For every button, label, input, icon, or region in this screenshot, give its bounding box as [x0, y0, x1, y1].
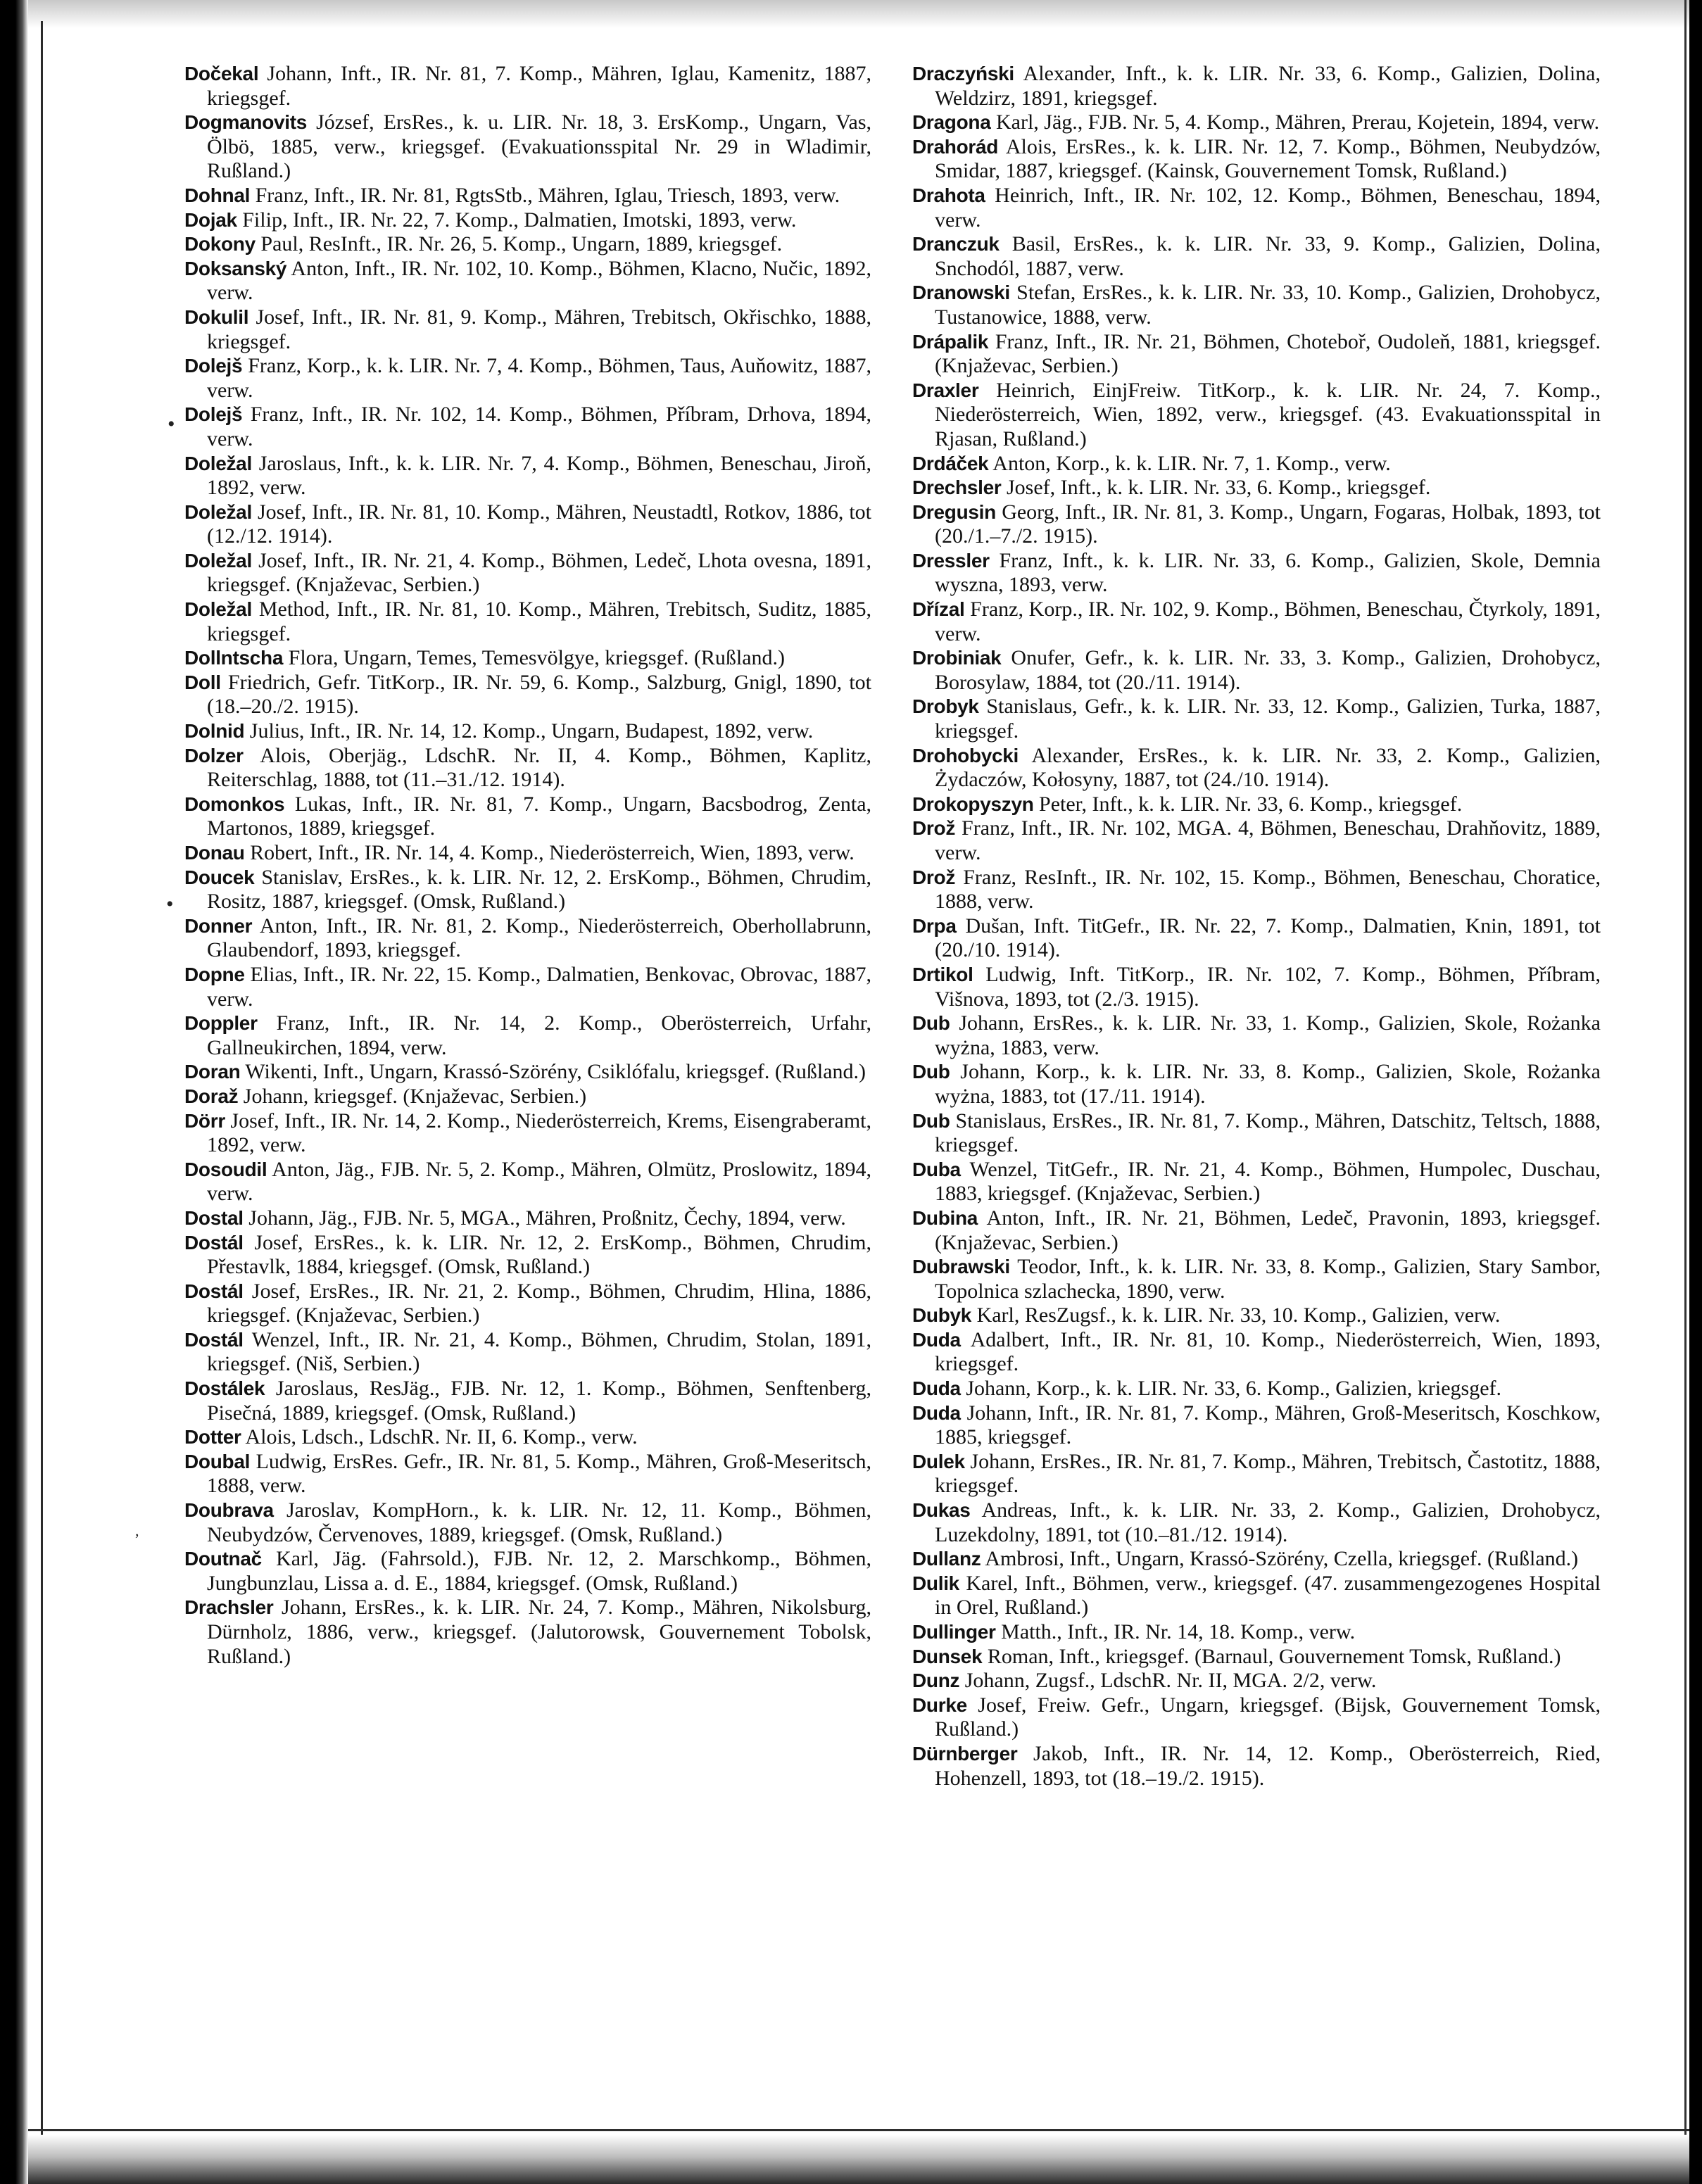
entry-details: Jaroslaus, ResJäg., FJB. Nr. 12, 1. Komp., Böhmen, Senftenberg, Pisečná, 1889, kriegsgef. (Omsk, Rußland.): [207, 1377, 871, 1425]
list-entry: [184, 500, 871, 549]
entry-details: Franz, Inft., IR. Nr. 102, MGA. 4, Böhmen, Beneschau, Drahňovitz, 1889, verw.: [935, 816, 1601, 864]
entry-surname: Drož: [912, 866, 956, 888]
list-entry: [912, 963, 1601, 1011]
entry-details: Robert, Inft., IR. Nr. 14, 4. Komp., Niederösterreich, Wien, 1893, verw.: [250, 841, 855, 864]
list-entry: [912, 744, 1601, 793]
entry-details: Alexander, ErsRes., k. k. LIR. Nr. 33, 2. Komp., Galizien, Żydaczów, Kołosyny, 1887, tot (24./10. 1914).: [935, 743, 1601, 792]
entry-details: Alexander, Inft., k. k. LIR. Nr. 33, 6. Komp., Galizien, Dolina, Weldzirz, 1891, kriegsgef.: [935, 62, 1601, 110]
list-entry: [912, 1645, 1601, 1669]
entry-surname: Dunz: [912, 1669, 960, 1692]
entry-surname: Dolzer: [184, 744, 244, 766]
entry-details: Adalbert, Inft., IR. Nr. 81, 10. Komp., Niederösterreich, Wien, 1893, kriegsgef.: [935, 1327, 1601, 1376]
entry-details: Josef, Freiw. Gefr., Ungarn, kriegsgef. (Bijsk, Gouvernement Tomsk, Rußland.): [935, 1693, 1601, 1741]
margin-comma-mark: ,: [135, 1522, 139, 1539]
entry-surname: Draczyński: [912, 63, 1014, 84]
page-right-border-line: [1684, 0, 1687, 2184]
list-entry: [184, 1450, 871, 1498]
list-entry: [184, 744, 871, 793]
scan-left-edge: [0, 0, 28, 2184]
entry-details: Anton, Inft., IR. Nr. 21, Böhmen, Ledeč, Pravonin, 1893, kriegsgef. (Knjaževac, Serbien.): [935, 1206, 1601, 1254]
list-entry: [912, 330, 1601, 379]
entry-details: Josef, Inft., IR. Nr. 81, 9. Komp., Mähren, Trebitsch, Okřischko, 1888, kriegsgef.: [207, 305, 871, 353]
entry-details: Johann, ErsRes., k. k. LIR. Nr. 24, 7. Komp., Mähren, Nikolsburg, Dürnholz, 1886, verw., kriegsgef. (Jalutorowsk, Gouvernement Tobolsk, Rußland.): [207, 1596, 872, 1668]
entry-details: Karel, Inft., Böhmen, verw., kriegsgef. (47. zusammengezogenes Hospital in Orel, Rußland.): [935, 1571, 1601, 1620]
list-entry: [912, 816, 1601, 865]
list-entry: [912, 1011, 1601, 1060]
list-entry: [912, 1060, 1601, 1109]
entry-surname: Dullinger: [912, 1621, 996, 1643]
entry-details: Onufer, Gefr., k. k. LIR. Nr. 33, 3. Komp., Galizien, Drohobycz, Borosylaw, 1884, tot (20./11. 1914).: [935, 646, 1601, 694]
entry-details: Johann, Korp., k. k. LIR. Nr. 33, 8. Komp., Galizien, Skole, Rożanka wyżna, 1883, tot (17./11. 1914).: [935, 1060, 1601, 1108]
entry-surname: Dressler: [912, 549, 990, 572]
list-entry: [184, 1425, 871, 1450]
list-entry: [912, 1206, 1601, 1255]
entry-surname: Dub: [912, 1109, 950, 1132]
list-entry: [912, 866, 1601, 914]
list-entry: [184, 1377, 871, 1425]
right-column: [912, 62, 1601, 1791]
list-entry: [184, 184, 871, 208]
entry-surname: Drokopyszyn: [912, 793, 1034, 815]
entry-surname: Doubrava: [184, 1499, 274, 1522]
entry-details: Dušan, Inft. TitGefr., IR. Nr. 22, 7. Komp., Dalmatien, Knin, 1891, tot (20./10. 1914).: [935, 914, 1601, 962]
entry-details: Stanislaus, ErsRes., IR. Nr. 81, 7. Komp., Mähren, Datschitz, Teltsch, 1888, kriegsgef.: [935, 1109, 1601, 1157]
entry-surname: Dub: [912, 1012, 950, 1035]
list-entry: [912, 1109, 1601, 1158]
entry-details: Josef, ErsRes., k. k. LIR. Nr. 12, 2. ErsKomp., Böhmen, Chrudim, Přestavlk, 1884, kriegsgef. (Omsk, Rußland.): [207, 1230, 872, 1279]
list-entry: [184, 1158, 871, 1206]
entry-surname: Drápalik: [912, 330, 989, 353]
margin-dot-mark: •: [166, 892, 174, 916]
entry-details: Anton, Inft., IR. Nr. 102, 10. Komp., Böhmen, Klacno, Nučic, 1892, verw.: [207, 256, 871, 305]
list-entry: [912, 184, 1601, 232]
entry-details: Jaroslaus, Inft., k. k. LIR. Nr. 7, 4. Komp., Böhmen, Beneschau, Jiroň, 1892, verw.: [207, 451, 872, 500]
entry-details: Franz, Inft., IR. Nr. 21, Böhmen, Chotebоř, Oudoleň, 1881, kriegsgef. (Knjaževac, Serbien.): [935, 329, 1601, 378]
list-entry: [184, 549, 871, 598]
list-entry: [184, 354, 871, 403]
entry-details: Wenzel, Inft., IR. Nr. 21, 4. Komp., Böhmen, Chrudim, Stolan, 1891, kriegsgef. (Niš, Serbien.): [207, 1327, 871, 1376]
entry-details: Roman, Inft., kriegsgef. (Barnaul, Gouvernement Tomsk, Rußland.): [987, 1644, 1561, 1668]
list-entry: [184, 1231, 871, 1280]
entry-details: Stefan, ErsRes., k. k. LIR. Nr. 33, 10. Komp., Galizien, Drohobycz, Tustanowice, 1888, verw.: [935, 281, 1601, 329]
entry-surname: Doležal: [184, 452, 252, 474]
entry-surname: Draxler: [912, 379, 979, 401]
entry-surname: Dopne: [184, 963, 245, 985]
entry-details: Josef, Inft., IR. Nr. 14, 2. Komp., Niederösterreich, Krems, Eisengraberamt, 1892, verw.: [207, 1109, 872, 1157]
list-entry: [184, 866, 871, 914]
entry-details: Heinrich, Inft., IR. Nr. 102, 12. Komp., Böhmen, Beneschau, 1894, verw.: [935, 183, 1601, 232]
entry-details: József, ErsRes., k. u. LIR. Nr. 18, 3. ErsKomp., Ungarn, Vas, Ölbö, 1885, verw., kriegsgef. (Evakuationsspital Nr. 29 in Wladimir, Rußland.): [207, 111, 871, 183]
entry-details: Johann, Jäg., FJB. Nr. 5, MGA., Mähren, Proßnitz, Čechy, 1894, verw.: [248, 1206, 846, 1230]
list-entry: [912, 1401, 1601, 1450]
entry-surname: Dregusin: [912, 500, 996, 523]
list-entry: [184, 305, 871, 354]
list-entry: [184, 257, 871, 305]
entry-details: Franz, Korp., IR. Nr. 102, 9. Komp., Böhmen, Beneschau, Čtyrkoly, 1891, verw.: [935, 598, 1601, 645]
entry-surname: Doksanský: [184, 257, 287, 279]
list-entry: [184, 232, 871, 257]
list-entry: [912, 695, 1601, 743]
list-entry: [912, 646, 1601, 695]
list-entry: [184, 598, 871, 646]
entry-details: Matth., Inft., IR. Nr. 14, 18. Komp., verw.: [1001, 1620, 1356, 1643]
entry-surname: Dřízal: [912, 598, 965, 621]
entry-surname: Dohnal: [184, 184, 251, 206]
entry-details: Franz, Inft., k. k. LIR. Nr. 33, 6. Komp., Galizien, Skole, Demnia wyszna, 1893, verw.: [935, 548, 1601, 597]
entry-surname: Domonkos: [184, 793, 285, 815]
entry-details: Friedrich, Gefr. TitKorp., IR. Nr. 59, 6. Komp., Salzburg, Gnigl, 1890, tot (18.–20./2. 1915).: [207, 670, 871, 719]
list-entry: [912, 476, 1601, 500]
list-entry: [912, 1328, 1601, 1377]
entry-surname: Dostál: [184, 1280, 244, 1302]
entry-details: Alois, Oberjäg., LdschR. Nr. II, 4. Komp., Böhmen, Kaplitz, Reiterschlag, 1888, tot (11.–31./12. 1914).: [207, 743, 871, 792]
entry-surname: Dostal: [184, 1206, 244, 1229]
entry-surname: Dogmanovits: [184, 111, 308, 134]
list-entry: [184, 111, 871, 184]
entry-details: Johann, ErsRes., k. k. LIR. Nr. 33, 1. Komp., Galizien, Skole, Rożanka wyżna, 1883, verw.: [935, 1011, 1601, 1059]
list-entry: [184, 1328, 871, 1377]
list-entry: [912, 1669, 1601, 1693]
entry-details: Jaroslav, KompHorn., k. k. LIR. Nr. 12, 11. Komp., Böhmen, Neubydzów, Červenoves, 1889, kriegsgef. (Omsk, Rußland.): [207, 1498, 872, 1546]
entry-details: Stanislav, ErsRes., k. k. LIR. Nr. 12, 2. ErsKomp., Böhmen, Chrudim, Rositz, 1887, kriegsgef. (Omsk, Rußland.): [207, 865, 871, 914]
list-entry: [912, 379, 1601, 452]
entry-surname: Dukas: [912, 1499, 971, 1522]
entry-surname: Donau: [184, 842, 245, 864]
scan-right-edge: [1689, 0, 1702, 2184]
entry-details: Filip, Inft., IR. Nr. 22, 7. Komp., Dalmatien, Imotski, 1893, verw.: [242, 208, 797, 232]
entry-details: Franz, Inft., IR. Nr. 102, 14. Komp., Böhmen, Příbram, Drhova, 1894, verw.: [207, 403, 872, 450]
entry-surname: Doran: [184, 1061, 241, 1083]
entry-surname: Drahorád: [912, 135, 999, 158]
entry-surname: Drohobycki: [912, 744, 1019, 766]
entry-surname: Dubrawski: [912, 1256, 1010, 1278]
entry-details: Wikenti, Inft., Ungarn, Krassó-Szörény, Csiklófalu, kriegsgef. (Rußland.): [245, 1060, 866, 1084]
list-entry: [912, 281, 1601, 329]
entry-details: Johann, Inft., IR. Nr. 81, 7. Komp., Mähren, Groß-Meseritsch, Koschkow, 1885, kriegsgef.: [935, 1401, 1601, 1449]
left-column: [184, 62, 871, 1669]
entry-surname: Dunsek: [912, 1645, 983, 1667]
entry-surname: Dörr: [184, 1109, 225, 1132]
document-page: [184, 62, 1601, 2082]
entry-surname: Doležal: [184, 549, 252, 572]
entry-surname: Drpa: [912, 914, 957, 937]
entry-surname: Dolnid: [184, 720, 245, 743]
entry-details: Peter, Inft., k. k. LIR. Nr. 33, 6. Komp., kriegsgef.: [1039, 792, 1463, 816]
entry-surname: Dranczuk: [912, 233, 1000, 255]
entry-details: Johann, Korp., k. k. LIR. Nr. 33, 6. Komp., Galizien, kriegsgef.: [966, 1377, 1502, 1401]
entry-surname: Duda: [912, 1377, 961, 1400]
entry-details: Franz, Inft., IR. Nr. 81, RgtsStb., Mähren, Iglau, Triesch, 1893, verw.: [255, 183, 840, 207]
list-entry: [912, 598, 1601, 646]
list-entry: [184, 646, 871, 671]
list-entry: [912, 1498, 1601, 1547]
entry-details: Johann, ErsRes., IR. Nr. 81, 7. Komp., Mähren, Trebitsch, Častotitz, 1888, kriegsgef.: [935, 1449, 1601, 1498]
entry-surname: Dürnberger: [912, 1742, 1018, 1765]
entry-surname: Drobyk: [912, 695, 979, 718]
entry-details: Ambrosi, Inft., Ungarn, Krassó-Szörény, Czella, kriegsgef. (Rußland.): [985, 1547, 1579, 1571]
margin-dot-mark: •: [168, 412, 175, 436]
entry-details: Teodor, Inft., k. k. LIR. Nr. 33, 8. Komp., Galizien, Stary Sambor, Topolnica szlachecka, 1890, verw.: [935, 1255, 1601, 1303]
entry-details: Lukas, Inft., IR. Nr. 81, 7. Komp., Ungarn, Bacsbodrog, Zenta, Martonos, 1889, kriegsgef.: [207, 792, 872, 840]
entry-surname: Dubina: [912, 1206, 978, 1229]
entry-surname: Dosoudil: [184, 1158, 267, 1180]
list-entry: [184, 452, 871, 500]
entry-details: Alois, Ldsch., LdschR. Nr. II, 6. Komp., verw.: [245, 1425, 638, 1449]
list-entry: [184, 671, 871, 719]
entry-details: Basil, ErsRes., k. k. LIR. Nr. 33, 9. Komp., Galizien, Dolina, Snchodól, 1887, verw.: [935, 232, 1601, 280]
entry-details: Georg, Inft., IR. Nr. 81, 3. Komp., Ungarn, Fogaras, Holbak, 1893, tot (20./1.–7./2. 1915).: [935, 500, 1601, 548]
entry-details: Heinrich, EinjFreiw. TitKorp., k. k. LIR. Nr. 24, 7. Komp., Niederösterreich, Wien, 1892, verw., kriegsgef. (43. Evakuationsspital in Rjasan, Rußland.): [935, 378, 1601, 450]
entry-details: Alois, ErsRes., k. k. LIR. Nr. 12, 7. Komp., Böhmen, Neubydzów, Smidar, 1887, kriegsgef. (Kainsk, Gouvernement Tomsk, Rußland.): [935, 134, 1601, 183]
entry-surname: Drobiniak: [912, 647, 1002, 669]
entry-details: Josef, Inft., IR. Nr. 81, 10. Komp., Mähren, Neustadtl, Rotkov, 1886, tot (12./12. 1914).: [207, 500, 872, 548]
list-entry: [912, 1547, 1601, 1572]
entry-surname: Drtikol: [912, 963, 973, 985]
entry-details: Elias, Inft., IR. Nr. 22, 15. Komp., Dalmatien, Benkovac, Obrovac, 1887, verw.: [207, 962, 871, 1011]
entry-surname: Drahota: [912, 184, 985, 206]
entry-surname: Donner: [184, 914, 253, 937]
scan-bottom-shadow: [28, 2135, 1689, 2184]
entry-surname: Dostálek: [184, 1377, 265, 1400]
entry-details: Ludwig, Inft. TitKorp., IR. Nr. 102, 7. Komp., Böhmen, Příbram, Višnova, 1893, tot (2./3. 1915).: [935, 962, 1601, 1011]
list-entry: [912, 1742, 1601, 1791]
list-entry: [184, 1280, 871, 1328]
entry-surname: Doucek: [184, 866, 255, 888]
list-entry: [912, 1450, 1601, 1498]
entry-surname: Dočekal: [184, 63, 259, 84]
page-left-border-line: [41, 21, 43, 2161]
entry-details: Josef, Inft., IR. Nr. 21, 4. Komp., Böhmen, Ledeč, Lhota ovesna, 1891, kriegsgef. (Knjaževac, Serbien.): [207, 548, 872, 597]
list-entry: [184, 403, 871, 451]
list-entry: [184, 719, 871, 744]
list-entry: [184, 1498, 871, 1547]
entry-details: Flora, Ungarn, Temes, Temesvölgye, kriegsgef. (Rußland.): [288, 646, 786, 670]
entry-surname: Dullanz: [912, 1548, 981, 1570]
entry-surname: Dostál: [184, 1328, 244, 1351]
entry-surname: Dostál: [184, 1231, 244, 1254]
entry-details: Franz, Inft., IR. Nr. 14, 2. Komp., Oberösterreich, Urfahr, Gallneukirchen, 1894, verw.: [207, 1011, 872, 1059]
entry-surname: Doležal: [184, 598, 252, 621]
entry-details: Ludwig, ErsRes. Gefr., IR. Nr. 81, 5. Komp., Mähren, Groß-Meseritsch, 1888, verw.: [207, 1449, 872, 1498]
entry-details: Josef, Inft., k. k. LIR. Nr. 33, 6. Komp., kriegsgef.: [1007, 476, 1431, 500]
entry-surname: Dulik: [912, 1572, 959, 1594]
entry-surname: Drachsler: [184, 1596, 274, 1619]
entry-surname: Doll: [184, 671, 221, 693]
entry-surname: Dulek: [912, 1450, 965, 1472]
list-entry: [912, 135, 1601, 184]
entry-surname: Duda: [912, 1401, 961, 1424]
entry-details: Johann, Inft., IR. Nr. 81, 7. Komp., Mähren, Iglau, Kamenitz, 1887, kriegsgef.: [207, 62, 872, 110]
list-entry: [184, 914, 871, 963]
scan-top-shadow: [0, 0, 1702, 28]
entry-surname: Doležal: [184, 500, 252, 523]
list-entry: [912, 1572, 1601, 1620]
list-entry: [912, 1255, 1601, 1304]
entry-details: Karl, Jäg. (Fahrsold.), FJB. Nr. 12, 2. Marschkomp., Böhmen, Jungbunzlau, Lissa a. d. E., 1884, kriegsgef. (Omsk, Rußland.): [207, 1547, 871, 1595]
entry-surname: Dokulil: [184, 305, 249, 328]
entry-surname: Dokony: [184, 233, 256, 255]
entry-details: Karl, ResZugsf., k. k. LIR. Nr. 33, 10. Komp., Galizien, verw.: [976, 1304, 1501, 1327]
list-entry: [912, 62, 1601, 111]
entry-surname: Dranowski: [912, 282, 1010, 304]
entry-details: Karl, Jäg., FJB. Nr. 5, 4. Komp., Mähren, Prerau, Kojetein, 1894, verw.: [995, 111, 1600, 134]
entry-details: Johann, Zugsf., LdschR. Nr. II, MGA. 2/2, verw.: [964, 1669, 1377, 1693]
list-entry: [184, 793, 871, 841]
list-entry: [184, 1596, 871, 1669]
list-entry: [912, 452, 1601, 476]
entry-surname: Dotter: [184, 1426, 241, 1448]
entry-surname: Dollntscha: [184, 647, 284, 669]
list-entry: [184, 963, 871, 1011]
entry-details: Anton, Jäg., FJB. Nr. 5, 2. Komp., Mähren, Olmütz, Proslowitz, 1894, verw.: [207, 1157, 871, 1206]
list-entry: [912, 500, 1601, 549]
entry-details: Franz, ResInft., IR. Nr. 102, 15. Komp., Böhmen, Beneschau, Choratice, 1888, verw.: [935, 865, 1601, 914]
list-entry: [184, 62, 871, 111]
list-entry: [912, 1693, 1601, 1742]
list-entry: [912, 793, 1601, 817]
entry-surname: Doutnač: [184, 1548, 262, 1570]
entry-surname: Duda: [912, 1328, 961, 1351]
list-entry: [184, 1109, 871, 1158]
list-entry: [184, 1547, 871, 1596]
entry-surname: Doubal: [184, 1450, 251, 1472]
entry-details: Method, Inft., IR. Nr. 81, 10. Komp., Mähren, Trebitsch, Suditz, 1885, kriegsgef.: [207, 598, 871, 645]
entry-details: Andreas, Inft., k. k. LIR. Nr. 33, 2. Komp., Galizien, Drohobycz, Luzekdolny, 1891, tot (10.–81./12. 1914).: [935, 1498, 1601, 1546]
entry-surname: Dolejš: [184, 355, 243, 377]
entry-surname: Dolejš: [184, 403, 243, 426]
page-bottom-border-line: [28, 2129, 1689, 2131]
list-entry: [184, 841, 871, 866]
list-entry: [912, 232, 1601, 281]
list-entry: [184, 1206, 871, 1231]
entry-surname: Dragona: [912, 111, 991, 134]
entry-details: Anton, Korp., k. k. LIR. Nr. 7, 1. Komp., verw.: [992, 451, 1391, 475]
list-entry: [912, 914, 1601, 963]
entry-details: Wenzel, TitGefr., IR. Nr. 21, 4. Komp., Böhmen, Humpolec, Duschau, 1883, kriegsgef. (Knjaževac, Serbien.): [935, 1157, 1601, 1206]
entry-surname: Durke: [912, 1693, 967, 1716]
entry-surname: Drož: [912, 817, 956, 840]
list-entry: [912, 111, 1601, 135]
entry-details: Stanislaus, Gefr., k. k. LIR. Nr. 33, 12. Komp., Galizien, Turka, 1887, kriegsgef.: [935, 695, 1601, 743]
entry-surname: Drechsler: [912, 476, 1002, 499]
list-entry: [184, 1060, 871, 1085]
entry-details: Anton, Inft., IR. Nr. 81, 2. Komp., Niederösterreich, Oberhollabrunn, Glaubendorf, 1893, kriegsgef.: [207, 914, 871, 962]
entry-surname: Dubyk: [912, 1304, 972, 1327]
list-entry: [912, 549, 1601, 598]
list-entry: [912, 1158, 1601, 1206]
list-entry: [184, 208, 871, 233]
entry-surname: Duba: [912, 1158, 961, 1180]
list-entry: [912, 1304, 1601, 1328]
entry-surname: Doppler: [184, 1012, 258, 1035]
entry-surname: Dojak: [184, 208, 237, 231]
entry-details: Julius, Inft., IR. Nr. 14, 12. Komp., Ungarn, Budapest, 1892, verw.: [249, 719, 814, 743]
entry-details: Paul, ResInft., IR. Nr. 26, 5. Komp., Ungarn, 1889, kriegsgef.: [260, 232, 783, 256]
entry-details: Johann, kriegsgef. (Knjaževac, Serbien.): [243, 1084, 587, 1108]
list-entry: [912, 1377, 1601, 1401]
entry-surname: Dub: [912, 1061, 950, 1083]
entry-details: Josef, ErsRes., IR. Nr. 21, 2. Komp., Böhmen, Chrudim, Hlina, 1886, kriegsgef. (Knjaževac, Serbien.): [207, 1279, 871, 1327]
list-entry: [184, 1011, 871, 1060]
list-entry: [184, 1085, 871, 1109]
entry-surname: Doraž: [184, 1085, 239, 1107]
entry-details: Franz, Korp., k. k. LIR. Nr. 7, 4. Komp., Böhmen, Taus, Auňowitz, 1887, verw.: [207, 354, 871, 402]
entry-details: Jakob, Inft., IR. Nr. 14, 12. Komp., Oberösterreich, Ried, Hohenzell, 1893, tot (18.–19./2. 1915).: [935, 1741, 1601, 1790]
entry-surname: Drdáček: [912, 452, 989, 474]
list-entry: [912, 1620, 1601, 1645]
